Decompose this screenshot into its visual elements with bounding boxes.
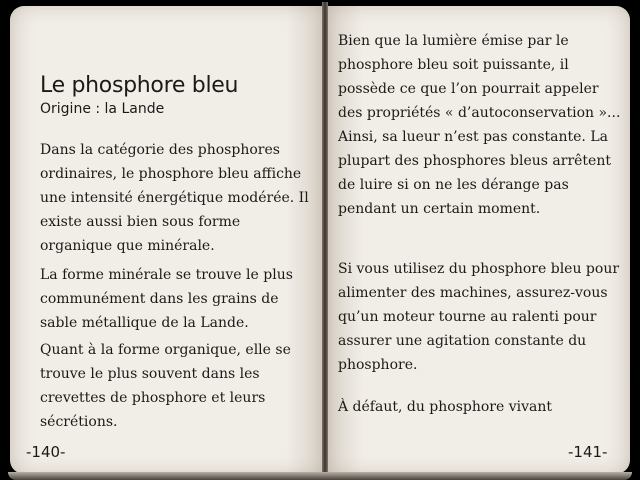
book-spine (322, 2, 328, 478)
left-page-number: -140- (26, 443, 66, 461)
left-paragraph-1: Dans la catégorie des phosphores ordinaires, le phosphore bleu affiche une intensité énergétique modérée. Il existe aussi bien sous forme organique que minérale. (40, 142, 309, 254)
book-bottom-edge (8, 472, 632, 480)
left-paragraph-2: La forme minérale se trouve le plus communément dans les grains de sable métallique de la Lande. (40, 267, 293, 331)
entry-title: Le phosphore bleu (40, 73, 239, 98)
right-paragraph-3: À défaut, du phosphore vivant (338, 399, 553, 415)
right-paragraph-1: Bien que la lumière émise par le phosphore bleu soit puissante, il possède ce que l’on pourrait appeler des propriétés « d’autoconservation »... Ainsi, sa lueur n’est pas constante. La plupart des phosphores bleus arrêtent de luire si on ne les dérange pas pendant un certain moment. (338, 33, 621, 217)
right-page-number: -141- (568, 443, 608, 461)
left-paragraph-3: Quant à la forme organique, elle se trouve le plus souvent dans les crevettes de phosphore et leurs sécrétions. (40, 342, 291, 430)
entry-origin: Origine : la Lande (40, 101, 165, 117)
right-paragraph-2: Si vous utilisez du phosphore bleu pour alimenter des machines, assurez-vous qu’un moteur tourne au ralenti pour assurer une agitation constante du phosphore. (338, 261, 620, 373)
